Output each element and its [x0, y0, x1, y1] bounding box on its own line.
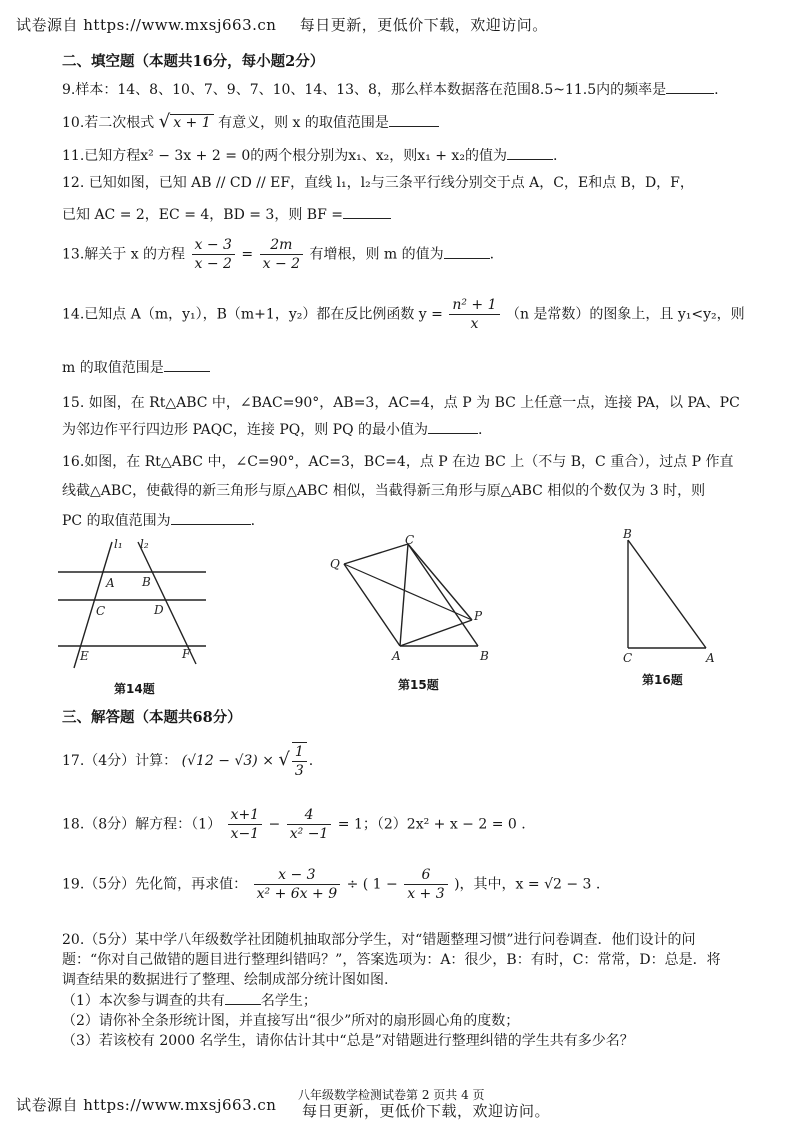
answer-blank [343, 204, 391, 219]
label-B: B [480, 649, 489, 663]
header-slogan: 每日更新，更低价下载，欢迎访问。 [299, 16, 548, 34]
footer-watermark [16, 1094, 276, 1115]
question-14: 14.已知点 A（m，y₁），B（m+1，y₂）都在反比例函数 y = $\frac{\text{n² + 1}}{x}$ （n 是常数）的图象上，且 y₁<y₂，则 [62, 297, 745, 332]
label-B: B [623, 527, 632, 541]
page-number: 八年级数学检测试卷第 2 页共 4 页 [298, 1088, 485, 1102]
question-14-line2: m 的取值范围是 [62, 357, 210, 378]
question-16: 16.如图，在 Rt△ABC 中，∠C=90°，AC=3，BC=4，点 P 在边 BC 上（不与 B，C 重合），过点 P 作直 线截△ABC，使截得的新三角形与原△ABC 相似，当截得新三角形与原△ABC 相似的个数仅为 3 时，则 PC 的取值范围为 . [62, 454, 734, 529]
section-title-solve: 三、解答题（本题共68分） [62, 709, 242, 726]
question-15: 15. 如图，在 Rt△ABC 中，∠BAC=90°，AB=3，AC=4，点 P 为 BC 上任意一点，连接 PA，以 PA、PC 为邻边作平行四边形 PAQC，连接 PQ，则 PQ 的最小值为 . [62, 395, 740, 438]
label-A: A [392, 649, 401, 663]
label-P: P [474, 609, 483, 623]
figure-15-parallelogram [322, 534, 502, 668]
radicand: x + 1 [170, 114, 213, 131]
answer-blank [666, 79, 714, 94]
question-10: 10.若二次根式 √ x + 1 有意义，则 x 的取值范围是 [62, 112, 439, 133]
label-l2: l₂ [140, 537, 149, 551]
question-11: 11.已知方程x² − 3x + 2 = 0的两个根分别为x₁、x₂，则x₁ + x₂的值为 . [62, 145, 557, 166]
label-l1: l₁ [114, 537, 123, 551]
answer-blank [444, 244, 490, 259]
label-C: C [405, 534, 415, 547]
label-C: C [623, 651, 633, 665]
label-F: F [182, 647, 191, 661]
question-17: 17.（4分）计算： (√12 − √3) × √ $\frac{1}{3}$ . [62, 744, 314, 779]
figure-15-caption: 第15题 [398, 678, 439, 692]
question-19: 19.（5分）先化简，再求值： $\frac{x - 3}{\text{x² + 6x + 9}}$ ÷ ( 1 − $\frac{6}{x + 3}$ )，其中，x = √2 − 3 . [62, 867, 601, 902]
footer-slogan: 每日更新，更低价下载，欢迎访问。 [302, 1102, 551, 1120]
label-B: B [142, 575, 151, 589]
label-E: E [80, 649, 89, 663]
footer-site: 试卷源自 https://www.mxsj663.cn [16, 1096, 277, 1114]
answer-blank [171, 510, 251, 525]
answer-blank [507, 145, 553, 160]
figure-14-parallel-lines [58, 536, 218, 670]
label-C: C [96, 604, 106, 618]
question-12: 12. 已知如图，已知 AB // CD // EF，直线 l₁，l₂与三条平行线分别交于点 A，C，E和点 B，D，F， 已知 AC = 2，EC = 4，BD = 3，则 BF = [62, 175, 694, 223]
header-watermark [16, 14, 548, 35]
question-18: 18.（8分）解方程：（1） $\frac{x+1}{x-1}$ − $\frac{4}{\text{x² −1}}$ = 1；（2）2x² + x − 2 = 0 . [62, 807, 526, 842]
figure-16-caption: 第16题 [642, 673, 683, 687]
label-A: A [706, 651, 715, 665]
question-9: 9.样本：14、8、10、7、9、7、10、14、13、8，那么样本数据落在范围8.5~11.5内的频率是 . [62, 79, 719, 100]
label-A: A [106, 576, 115, 590]
question-13: 13.解关于 x 的方程 $\frac{x - 3}{x - 2}$ = $\frac{2m}{x - 2}$ 有增根，则 m 的值为 . [62, 237, 495, 272]
answer-blank [428, 419, 478, 434]
answer-blank [389, 112, 439, 127]
answer-blank [225, 990, 261, 1005]
answer-blank [164, 357, 210, 372]
label-Q: Q [330, 557, 340, 571]
header-site: 试卷源自 https://www.mxsj663.cn [16, 16, 277, 34]
label-D: D [154, 603, 164, 617]
question-20: 20.（5分）某中学八年级数学社团随机抽取部分学生，对“错题整理习惯”进行问卷调查．他们设计的问 题：“你对自己做错的题目进行整理纠错吗？”，答案选项为：A：很少，B：有时，C：常常，D：总是．将 调查结果的数据进行了整理、绘制成部分统计图如图. （1）本次参与调查的共有 名学生； （2）请你补全条形统计图，并直接写出“很少”所对的扇形圆心角的度数； （3）若该校有 2000 名学生，请你估计其中“总是”对错题进行整理纠错的学生共有多少名？ [62, 932, 721, 1049]
figure-14-caption: 第14题 [114, 682, 155, 696]
section-title-fill-in: 二、填空题（本题共16分，每小题2分） [62, 53, 325, 70]
figure-16-right-triangle [614, 526, 724, 666]
